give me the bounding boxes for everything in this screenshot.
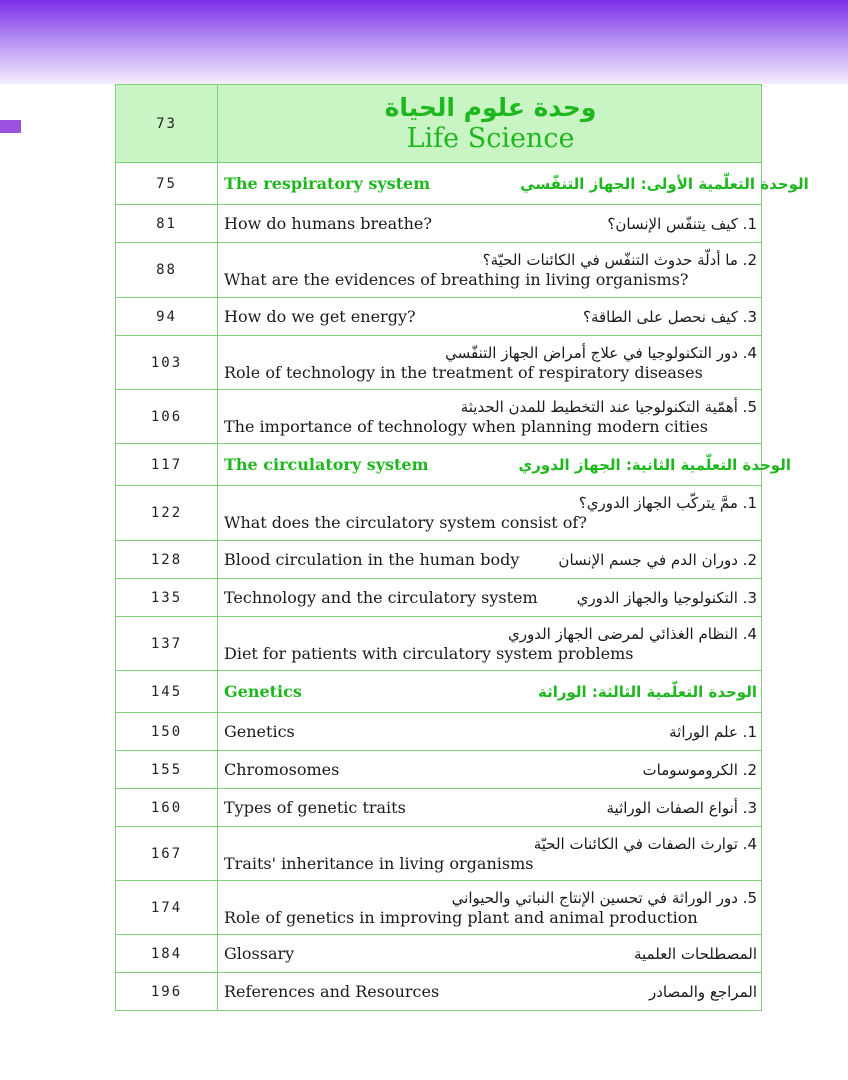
page-number: 94 xyxy=(116,298,218,336)
side-tab-marker xyxy=(0,120,21,133)
entry-english: Chromosomes xyxy=(224,760,340,779)
page-number: 196 xyxy=(116,973,218,1011)
entry-english: How do we get energy? xyxy=(224,307,416,326)
toc-row[interactable] xyxy=(116,935,762,973)
page-number: 145 xyxy=(116,671,218,713)
entry-arabic: 2. دوران الدم في جسم الإنسان xyxy=(558,550,757,569)
toc-row[interactable] xyxy=(116,298,762,336)
entry-arabic: الوحدة التعلّمية الثالثة: الوراثة xyxy=(537,682,757,701)
entry-arabic: 1. ممَّ يتركّب الجهاز الدوري؟ xyxy=(578,494,757,512)
entry-arabic: 4. النظام الغذائي لمرضى الجهاز الدوري xyxy=(507,624,757,643)
toc-row[interactable] xyxy=(116,751,762,789)
entry-english: Genetics xyxy=(224,682,302,701)
entry-english: Role of genetics in improving plant and animal production xyxy=(224,907,698,927)
page-number: 137 xyxy=(116,617,218,671)
page-number: 155 xyxy=(116,751,218,789)
unit-title-row xyxy=(116,85,762,163)
entry-arabic: 3. أنواع الصفات الوراثية xyxy=(606,798,757,817)
entry-english: How do humans breathe? xyxy=(224,214,432,233)
table-of-contents xyxy=(115,84,809,1011)
toc-row[interactable] xyxy=(116,789,762,827)
top-gradient-band xyxy=(0,0,848,84)
page-number: 167 xyxy=(116,827,218,881)
entry-arabic: 4. دور التكنولوجيا في علاج أمراض الجهاز التنفّسي xyxy=(445,343,757,362)
entry-arabic: المراجع والمصادر xyxy=(648,982,757,1001)
entry-english: Types of genetic traits xyxy=(224,798,406,817)
entry-english: Role of technology in the treatment of respiratory diseases xyxy=(224,362,703,382)
toc-row[interactable] xyxy=(116,881,762,935)
unit-title-cell xyxy=(218,85,762,163)
toc-row[interactable] xyxy=(116,486,762,541)
toc-unit-row[interactable] xyxy=(116,671,762,713)
entry-arabic: 4. توارث الصفات في الكائنات الحيّة xyxy=(533,834,757,853)
page-number: 81 xyxy=(116,205,218,243)
toc-unit-row[interactable] xyxy=(116,444,762,486)
toc-row[interactable] xyxy=(116,973,762,1011)
entry-english: The importance of technology when planning modern cities xyxy=(224,416,708,436)
page-number: 128 xyxy=(116,541,218,579)
toc-row[interactable] xyxy=(116,541,762,579)
entry-english: Genetics xyxy=(224,722,295,741)
page-number: 150 xyxy=(116,713,218,751)
toc-row[interactable] xyxy=(116,336,762,390)
entry-arabic: الوحدة التعلّمية الأولى: الجهاز التنفّسي xyxy=(520,174,809,193)
entry-arabic: 1. علم الوراثة xyxy=(669,722,757,741)
page-number: 122 xyxy=(116,486,218,541)
page-number: 117 xyxy=(116,444,218,486)
page-number: 73 xyxy=(116,85,218,163)
unit-title-arabic: وحدة علوم الحياة xyxy=(384,92,597,122)
page-number: 174 xyxy=(116,881,218,935)
entry-english: Traits' inheritance in living organisms xyxy=(224,853,534,873)
toc-row[interactable] xyxy=(116,243,762,298)
entry-english: What does the circulatory system consist of? xyxy=(224,513,587,532)
toc-row[interactable] xyxy=(116,390,762,444)
toc-row[interactable] xyxy=(116,827,762,881)
page-number: 75 xyxy=(116,163,218,205)
entry-arabic: 5. دور الوراثة في تحسين الإنتاج النباتي والحيواني xyxy=(451,888,757,907)
entry-english: Blood circulation in the human body xyxy=(224,550,520,569)
entry-english: What are the evidences of breathing in living organisms? xyxy=(224,270,689,289)
entry-arabic: المصطلحات العلمية xyxy=(633,944,757,963)
entry-english: References and Resources xyxy=(224,982,440,1001)
toc-row[interactable] xyxy=(116,713,762,751)
page-number: 135 xyxy=(116,579,218,617)
entry-english: The respiratory system xyxy=(224,174,431,193)
page-number: 103 xyxy=(116,336,218,390)
entry-arabic: 5. أهمّية التكنولوجيا عند التخطيط للمدن الحديثة xyxy=(460,397,757,416)
entry-arabic: الوحدة التعلّمية الثانية: الجهاز الدوري xyxy=(518,455,791,474)
entry-arabic: 3. التكنولوجيا والجهاز الدوري xyxy=(576,588,757,607)
entry-arabic: 2. الكروموسومات xyxy=(642,760,757,779)
entry-english: The circulatory system xyxy=(224,455,429,474)
page-number: 160 xyxy=(116,789,218,827)
toc-row[interactable] xyxy=(116,205,762,243)
unit-title-english: Life Science xyxy=(406,122,575,154)
entry-arabic: 1. كيف يتنفّس الإنسان؟ xyxy=(607,214,757,233)
entry-arabic: 2. ما أدلّة حدوث التنفّس في الكائنات الحيّة؟ xyxy=(482,251,757,269)
entry-english: Glossary xyxy=(224,944,295,963)
entry-arabic: 3. كيف نحصل على الطاقة؟ xyxy=(582,307,757,326)
page-number: 88 xyxy=(116,243,218,298)
page-number: 106 xyxy=(116,390,218,444)
toc-row[interactable] xyxy=(116,617,762,671)
page-number: 184 xyxy=(116,935,218,973)
entry-english: Diet for patients with circulatory system problems xyxy=(224,643,634,663)
entry-english: Technology and the circulatory system xyxy=(224,588,538,607)
toc-row[interactable] xyxy=(116,579,762,617)
toc-unit-row[interactable] xyxy=(116,163,762,205)
